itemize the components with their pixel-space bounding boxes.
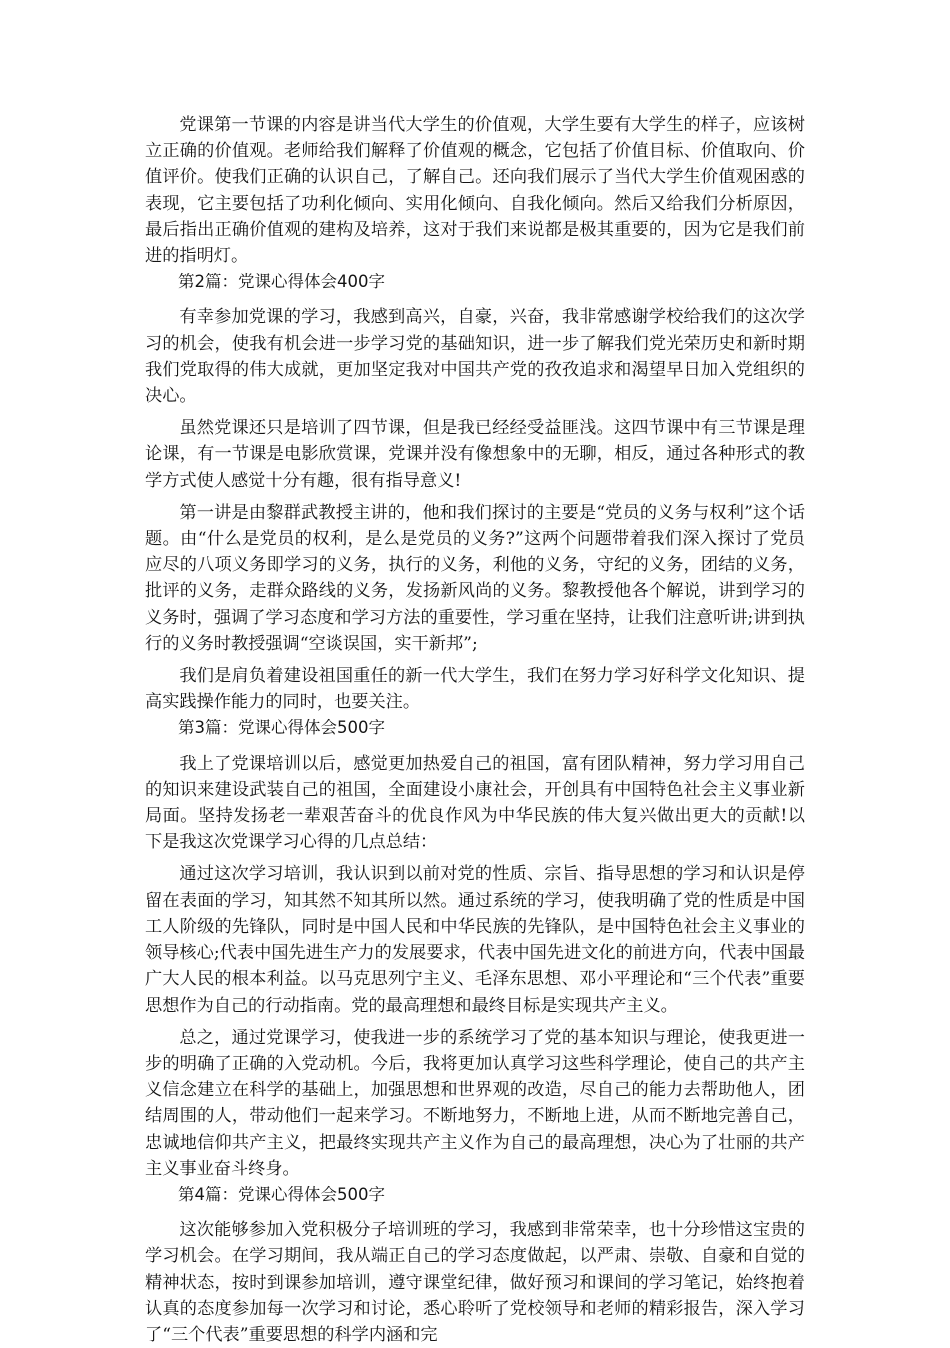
paragraph: 第一讲是由黎群武教授主讲的，他和我们探讨的主要是“党员的义务与权利”这个话题。由“什么是党员的权利，是么是党员的义务?”这两个问题带着我们深入探讨了党员应尽的八项义务即学习的义务，执行的义务，利他的义务，守纪的义务，团结的义务，批评的义务，走群众路线的义务，发扬新风尚的义务。黎教授他各个解说，讲到学习的义务时，强调了学习态度和学习方法的重要性，学习重在坚持，让我们注意听讲;讲到执行的义务时教授强调“空谈误国，实干新邦”; bbox=[145, 502, 805, 654]
paragraph: 我上了党课培训以后，感觉更加热爱自己的祖国，富有团队精神，努力学习用自己的知识来建设武装自己的祖国，全面建设小康社会，开创具有中国特色社会主义事业新局面。坚持发扬老一辈艰苦奋斗的优良作风为中华民族的伟大复兴做出更大的贡献!以下是我这次党课学习心得的几点总结： bbox=[145, 753, 805, 853]
section-heading-3: 第3篇：党课心得体会500字 bbox=[178, 718, 385, 738]
paragraph: 虽然党课还只是培训了四节课，但是我已经经受益匪浅。这四节课中有三节课是理论课，有一节课是电影欣赏课，党课并没有像想象中的无聊，相反，通过各种形式的教学方式使人感觉十分有趣，很有指导意义! bbox=[145, 418, 805, 491]
paragraph: 这次能够参加入党积极分子培训班的学习，我感到非常荣幸，也十分珍惜这宝贵的学习机会。在学习期间，我从端正自己的学习态度做起，以严肃、崇敬、自豪和自觉的精神状态，按时到课参加培训，遵守课堂纪律，做好预习和课间的学习笔记，始终抱着认真的态度参加每一次学习和讨论，悉心聆听了党校领导和老师的精彩报告，深入学习了“三个代表”重要思想的科学内涵和完 bbox=[145, 1220, 805, 1345]
paragraph: 总之，通过党课学习，使我进一步的系统学习了党的基本知识与理论，使我更进一步的明确了正确的入党动机。今后，我将更加认真学习这些科学理论，使自己的共产主义信念建立在科学的基础上，加强思想和世界观的改造，尽自己的能力去帮助他人，团结周围的人，带动他们一起来学习。不断地努力，不断地上进，从而不断地完善自己，忠诚地信仰共产主义，把最终实现共产主义作为自己的最高理想，决心为了壮丽的共产主义事业奋斗终身。 bbox=[145, 1027, 805, 1179]
paragraph: 我们是肩负着建设祖国重任的新一代大学生，我们在努力学习好科学文化知识、提高实践操作能力的同时，也要关注。 bbox=[145, 666, 805, 713]
section-heading-2: 第2篇：党课心得体会400字 bbox=[178, 272, 385, 292]
document-page bbox=[145, 112, 805, 1348]
paragraph: 有幸参加党课的学习，我感到高兴，自豪，兴奋，我非常感谢学校给我们的这次学习的机会，使我有机会进一步学习党的基础知识，进一步了解我们党光荣历史和新时期我们党取得的伟大成就，更加坚定我对中国共产党的孜孜追求和渴望早日加入党组织的决心。 bbox=[145, 307, 805, 407]
paragraph: 通过这次学习培训，我认识到以前对党的性质、宗旨、指导思想的学习和认识是停留在表面的学习，知其然不知其所以然。通过系统的学习，使我明确了党的性质是中国工人阶级的先锋队，同时是中国人民和中华民族的先锋队，是中国特色社会主义事业的领导核心;代表中国先进生产力的发展要求，代表中国先进文化的前进方向，代表中国最广大人民的根本利益。以马克思列宁主义、毛泽东思想、邓小平理论和“三个代表”重要思想作为自己的行动指南。党的最高理想和最终目标是实现共产主义。 bbox=[145, 864, 805, 1016]
section-heading-4: 第4篇：党课心得体会500字 bbox=[178, 1184, 385, 1204]
paragraph-lesson-one: 党课第一节课的内容是讲当代大学生的价值观，大学生要有大学生的样子，应该树立正确的价值观。老师给我们解释了价值观的概念，它包括了价值目标、价值取向、价值评价。使我们正确的认识自己，了解自己。还向我们展示了当代大学生价值观困惑的表现，它主要包括了功利化倾向、实用化倾向、自我化倾向。然后又给我们分析原因，最后指出正确价值观的建构及培养，这对于我们来说都是极其重要的，因为它是我们前进的指明灯。 bbox=[145, 115, 805, 267]
